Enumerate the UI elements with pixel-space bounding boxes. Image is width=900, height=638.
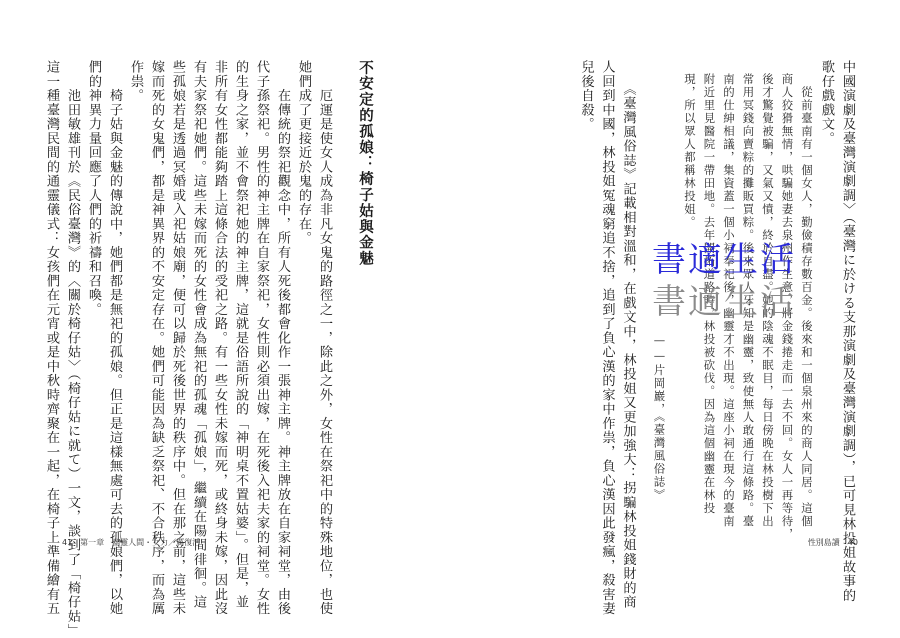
quote-line: 現，所以眾人都稱林投姐。 [683, 60, 697, 229]
text-line: 中國演劇及臺灣演劇調〉（臺灣に於ける支那演劇及臺灣演劇調），已可見林投姐故事的 [840, 60, 855, 603]
quote-line: 附近里見醫院一帶田地。去年開拓道路時，林投被砍伐。因為這個幽靈在林投 [702, 60, 717, 515]
text-line: 《臺灣風俗誌》記載相對溫和，在戲文中，林投姐又更加強大：拐騙林投姐錢財的商 [620, 60, 636, 610]
watermark-line-2: 書適生活 [652, 282, 796, 322]
text-line: 有夫家祭祀她們。這些未嫁而死的女性會成為無祀的孤魂「孤娘」，繼續在陽間徘徊。這 [191, 60, 206, 610]
text-line: 嫁而死的女鬼們，都是神異界的不安定存在。她們可能因為缺乏祭祀、不合秩序，而為厲 [149, 60, 164, 616]
text-line: 的生身之家，並不會祭祀她的神主牌，這就是俗語所說的「神明桌不置姑婆」。但是，並 [233, 60, 248, 610]
text-line: 歌仔戲戲文。 [819, 60, 834, 146]
text-line: 兒後自殺。 [578, 60, 594, 132]
quote-line: 常用冥錢向賣粽的攤販買粽。後來眾人牙知是幽靈，致使無人敢通行這條路。臺 [741, 60, 756, 528]
text-line: 人回到中國，林投姐冤魂窮追不捨，追到了負心漢的家中作祟，負心漢因此發瘋，殺害妻 [599, 60, 615, 616]
text-line: 作祟。 [128, 60, 143, 103]
right-page [450, 0, 900, 616]
text-line: 她們成了更接近於鬼的存在。 [296, 60, 311, 246]
quote-line: 南的仕紳相議，集資蓋一個小祠奉祀後，幽靈才不出現。這座小祠在現今的臺南 [722, 60, 736, 528]
watermark-line-1: 書適生活 [652, 240, 796, 280]
text-line: 非所有女性都能夠踏上這條合法的受祀之路。有一些女性未嫁而死，或終身未嫁，因此沒 [212, 60, 227, 616]
quote-source: ——片岡巖，《臺灣風俗誌》 [652, 60, 667, 502]
text-line: 在傳統的祭祀觀念中，所有人死後都會化作一張神主牌。神主牌放在自家祠堂，由後 [275, 60, 290, 616]
text-line: 這一種臺灣民間的通靈儀式：女孩們在元宵或是中秋時齊聚在一起，在椅子上準備繪有五 [44, 60, 59, 616]
column-gap [639, 60, 649, 535]
text-line: 們的神異力量回應了人們的祈禱和召喚。 [86, 60, 101, 317]
right-page-footer: 性別島讀 40 [807, 538, 858, 547]
text-line: 些孤娘若是透過冥婚或入祀姑娘廟，便可以歸於死後世界的秩序中。但在那之前，這些未 [170, 60, 185, 616]
text-line: 椅子姑與金魅的傳說中，她們都是無祀的孤娘。但正是這樣無處可去的孤娘們，以她 [107, 60, 122, 616]
quote-line: 從前臺南有一個女人，勤儉積存數百金。後來和一個泉州來的商人同居。這個 [800, 60, 814, 528]
section-heading: 不安定的孤娘：椅子姑與金魅 [357, 60, 373, 267]
text-line: 厄運是使女人成為非凡女鬼的路徑之一，除此之外，女性在祭祀中的特殊地位，也使 [317, 60, 332, 616]
column-gap [335, 60, 345, 535]
left-page-footer: 41 第一章 幽靈人間・女力／厲復活 [62, 538, 201, 547]
quote-line: 商人狡猾無情，哄騙她妻去泉州作生意，將金錢捲走而一去不回。女人一再等待， [780, 60, 795, 541]
quote-line: 後才驚覺被騙，又氣又憤，終於自盡。她的陰魂不眠目，每日傍晚在林投樹下出 [761, 60, 775, 528]
text-line: 代子孫祭祀。男性的神主牌在自家祭祀，女性則必須出嫁，在死後入祀夫家的祠堂。女性 [254, 60, 269, 616]
column-gap [670, 60, 680, 535]
text-line: 池田敏雄刊於《民俗臺灣》的〈關於椅仔姑〉（椅仔姑に就て）一文，談到了「椅仔姑」 [65, 60, 80, 638]
